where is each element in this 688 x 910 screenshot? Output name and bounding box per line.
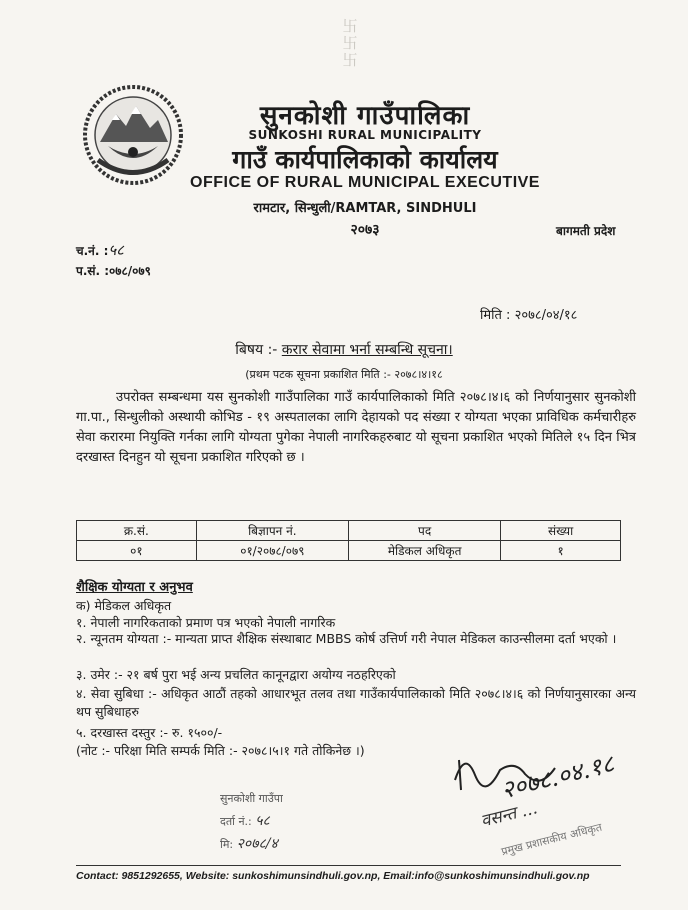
- qualification-item: ३. उमेर :- २१ बर्ष पुरा भई अन्य प्रचलित कानूनद्वारा अयोग्य नठहरिएको: [76, 667, 396, 682]
- stamp-date-value: २०७८/४: [236, 836, 278, 852]
- stamp-reg-label: दर्ता नं.:: [220, 815, 252, 828]
- pa-sa-number: [76, 262, 151, 279]
- table-header-row: [77, 521, 621, 541]
- municipality-name-np: सुनकोशी गाउँपालिका: [259, 101, 471, 131]
- vacancy-table: [76, 520, 621, 561]
- table-cell: ०१: [77, 541, 197, 561]
- table-row: [77, 541, 621, 561]
- qualification-title: शैक्षिक योग्यता र अनुभव: [76, 580, 193, 595]
- stamp-date-label: मि:: [220, 838, 234, 851]
- province-name: बागमती प्रदेश: [556, 224, 616, 238]
- established-year: २०७३: [350, 222, 380, 238]
- notice-body: उपरोक्त सम्बन्धमा यस सुनकोशी गाउँपालिका गाउँ कार्यपालिकाको मिति २०७८।४।६ को निर्णयानुसार सुनकोशी गा.पा., सिन्धुलीको अस्थायी कोभिड - १९ अस्पतालका लागि देहायको पद संख्या र योग्यता भएका प्राविधिक कर्मचारीहरु सेवा करारमा नियुक्ति गर्नका लागि योग्यता पुगेका नेपाली नागरिकहरुबाट यो सूचना प्रकाशित भएको मितिले १५ दिन भित्र दरखास्त दिनहुन यो सूचना प्रकाशित गरिएको छ ।: [76, 390, 636, 465]
- table-cell: १: [501, 541, 621, 561]
- table-header-cell: संख्या: [501, 521, 621, 541]
- stamp-reg-value: ५८: [255, 813, 270, 829]
- cha-number-value: ५८: [108, 241, 124, 259]
- office-name-np: गाउँ कार्यपालिकाको कार्यालय: [232, 145, 498, 174]
- qualification-item: २. न्यूनतम योग्यता :- मान्यता प्राप्त शैक्षिक संस्थाबाट MBBS कोर्ष उत्तिर्ण गरी नेपाल मेडिकल काउन्सीलमा दर्ता भएको ।: [76, 631, 617, 646]
- cha-number-label: च.नं. :: [76, 244, 109, 258]
- qualification-note: (नोट :- परिक्षा मिति सम्पर्क मिति :- २०७८।५।१ गते तोकिनेछ ।): [76, 743, 365, 758]
- stamp-date: [220, 833, 283, 856]
- registration-stamp: [220, 788, 283, 856]
- table-cell: ०१/२०७८/०७९: [196, 541, 348, 561]
- qualification-item: ५. दरखास्त दस्तुर :- रु. १५००/-: [76, 725, 223, 740]
- table-header-cell: बिज्ञापन नं.: [196, 521, 348, 541]
- signature-name: वसन्त ...: [478, 798, 540, 832]
- subject-text: करार सेवामा भर्ना सम्बन्धि सूचना।: [281, 342, 453, 358]
- table-header-cell: क्र.सं.: [77, 521, 197, 541]
- qualification-item: ४. सेवा सुबिधा :- अधिकृत आठौं तहको आधारभूत तलव तथा गाउँकार्यपालिकाको मिति २०७८।४।६ को निर्णयानुसारका अन्य थप सुबिधाहरु: [76, 686, 636, 719]
- subject-label: बिषय :-: [235, 342, 278, 358]
- qualification-item: १. नेपाली नागरिकताको प्रमाण पत्र भएको नेपाली नागरिक: [76, 615, 336, 630]
- stamp-office: सुनकोशी गाउँपा: [220, 792, 283, 805]
- table-cell: मेडिकल अधिकृत: [348, 541, 500, 561]
- bleed-through-marks: 卐 卐 卐: [342, 17, 358, 69]
- letter-date: मिति : २०७८/०४/१८: [480, 308, 578, 323]
- pa-sa-value: ०७८/०७९: [109, 264, 151, 278]
- qualification-subtitle: क) मेडिकल अधिकृत: [76, 598, 172, 613]
- publish-note: (प्रथम पटक सूचना प्रकाशित मिति :- २०७८।४।१८: [245, 368, 443, 381]
- stamp-reg-no: [220, 810, 283, 833]
- cha-number: [76, 240, 124, 260]
- municipality-name-en: SUNKOSHI RURAL MUNICIPALITY: [248, 128, 482, 142]
- office-address: रामटार, सिन्धुली/RAMTAR, SINDHULI: [253, 201, 477, 216]
- footer-contact: Contact: 9851292655, Website: sunkoshimunsindhuli.gov.np, Email:info@sunkoshimunsindhuli.gov.np: [76, 870, 590, 882]
- office-name-en: OFFICE OF RURAL MUNICIPAL EXECUTIVE: [190, 174, 540, 191]
- footer-divider: [76, 865, 621, 866]
- table-header-cell: पद: [348, 521, 500, 541]
- pa-sa-label: प.सं. :: [76, 264, 110, 278]
- subject-line: [0, 340, 688, 359]
- signature-date: २०७८.०४.१८: [498, 749, 617, 805]
- signature-title: प्रमुख प्रशासकीय अधिकृत: [499, 820, 604, 859]
